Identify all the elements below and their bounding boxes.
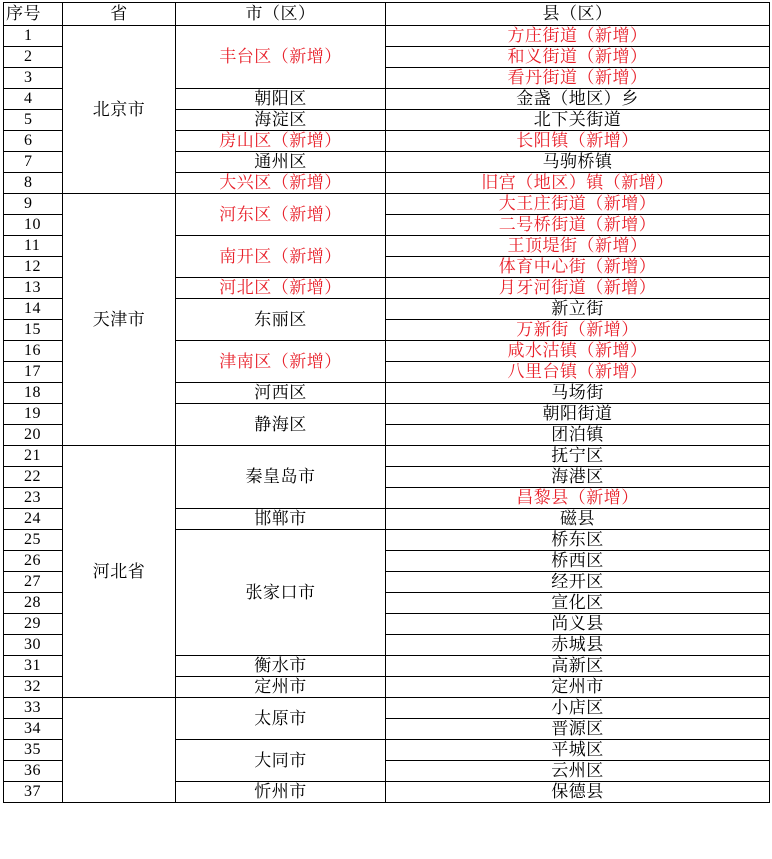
county-cell: 北下关街道 — [386, 110, 770, 131]
county-cell: 八里台镇（新增） — [386, 362, 770, 383]
row-number: 10 — [4, 215, 63, 236]
city-cell: 河北区（新增） — [176, 278, 386, 299]
city-cell: 邯郸市 — [176, 509, 386, 530]
header-city: 市（区） — [176, 3, 386, 26]
county-cell: 赤城县 — [386, 635, 770, 656]
header-row — [4, 3, 770, 26]
county-cell: 月牙河街道（新增） — [386, 278, 770, 299]
row-number: 31 — [4, 656, 63, 677]
county-cell: 马驹桥镇 — [386, 152, 770, 173]
city-cell: 津南区（新增） — [176, 341, 386, 383]
row-number: 16 — [4, 341, 63, 362]
county-cell: 桥西区 — [386, 551, 770, 572]
header-county: 县（区） — [386, 3, 770, 26]
city-cell: 张家口市 — [176, 530, 386, 656]
table-row — [4, 446, 770, 467]
row-number: 30 — [4, 635, 63, 656]
province-cell — [63, 698, 176, 803]
row-number: 8 — [4, 173, 63, 194]
city-cell: 大同市 — [176, 740, 386, 782]
city-cell: 东丽区 — [176, 299, 386, 341]
row-number: 34 — [4, 719, 63, 740]
county-cell: 团泊镇 — [386, 425, 770, 446]
county-cell: 体育中心街（新增） — [386, 257, 770, 278]
row-number: 9 — [4, 194, 63, 215]
county-cell: 抚宁区 — [386, 446, 770, 467]
table-row — [4, 194, 770, 215]
county-cell: 定州市 — [386, 677, 770, 698]
row-number: 13 — [4, 278, 63, 299]
row-number: 23 — [4, 488, 63, 509]
county-cell: 昌黎县（新增） — [386, 488, 770, 509]
county-cell: 保德县 — [386, 782, 770, 803]
county-cell: 看丹街道（新增） — [386, 68, 770, 89]
row-number: 6 — [4, 131, 63, 152]
county-cell: 二号桥街道（新增） — [386, 215, 770, 236]
row-number: 3 — [4, 68, 63, 89]
county-cell: 咸水沽镇（新增） — [386, 341, 770, 362]
table-row — [4, 26, 770, 47]
row-number: 17 — [4, 362, 63, 383]
row-number: 4 — [4, 89, 63, 110]
county-cell: 宣化区 — [386, 593, 770, 614]
county-cell: 尚义县 — [386, 614, 770, 635]
row-number: 32 — [4, 677, 63, 698]
city-cell: 丰台区（新增） — [176, 26, 386, 89]
row-number: 15 — [4, 320, 63, 341]
row-number: 1 — [4, 26, 63, 47]
row-number: 37 — [4, 782, 63, 803]
row-number: 20 — [4, 425, 63, 446]
county-cell: 晋源区 — [386, 719, 770, 740]
row-number: 2 — [4, 47, 63, 68]
city-cell: 太原市 — [176, 698, 386, 740]
row-number: 21 — [4, 446, 63, 467]
county-cell: 高新区 — [386, 656, 770, 677]
county-cell: 长阳镇（新增） — [386, 131, 770, 152]
city-cell: 河东区（新增） — [176, 194, 386, 236]
county-table — [3, 2, 770, 803]
province-cell: 北京市 — [63, 26, 176, 194]
county-cell: 万新街（新增） — [386, 320, 770, 341]
city-cell: 房山区（新增） — [176, 131, 386, 152]
province-cell: 天津市 — [63, 194, 176, 446]
city-cell: 朝阳区 — [176, 89, 386, 110]
row-number: 25 — [4, 530, 63, 551]
county-cell: 金盏（地区）乡 — [386, 89, 770, 110]
county-cell: 朝阳街道 — [386, 404, 770, 425]
county-cell: 磁县 — [386, 509, 770, 530]
row-number: 28 — [4, 593, 63, 614]
county-cell: 旧宫（地区）镇（新增） — [386, 173, 770, 194]
header-seq: 序号 — [4, 3, 63, 26]
county-cell: 方庄街道（新增） — [386, 26, 770, 47]
city-cell: 忻州市 — [176, 782, 386, 803]
row-number: 7 — [4, 152, 63, 173]
county-cell: 海港区 — [386, 467, 770, 488]
row-number: 35 — [4, 740, 63, 761]
county-cell: 大王庄街道（新增） — [386, 194, 770, 215]
row-number: 11 — [4, 236, 63, 257]
city-cell: 通州区 — [176, 152, 386, 173]
county-cell: 王顶堤街（新增） — [386, 236, 770, 257]
city-cell: 南开区（新增） — [176, 236, 386, 278]
table-row — [4, 698, 770, 719]
row-number: 36 — [4, 761, 63, 782]
county-list-sheet — [3, 2, 769, 858]
county-cell: 小店区 — [386, 698, 770, 719]
row-number: 5 — [4, 110, 63, 131]
row-number: 24 — [4, 509, 63, 530]
city-cell: 定州市 — [176, 677, 386, 698]
county-cell: 经开区 — [386, 572, 770, 593]
province-cell: 河北省 — [63, 446, 176, 698]
row-number: 18 — [4, 383, 63, 404]
county-cell: 新立街 — [386, 299, 770, 320]
county-cell: 云州区 — [386, 761, 770, 782]
table-body — [4, 3, 770, 803]
row-number: 33 — [4, 698, 63, 719]
city-cell: 静海区 — [176, 404, 386, 446]
row-number: 22 — [4, 467, 63, 488]
row-number: 27 — [4, 572, 63, 593]
row-number: 12 — [4, 257, 63, 278]
city-cell: 衡水市 — [176, 656, 386, 677]
city-cell: 海淀区 — [176, 110, 386, 131]
city-cell: 秦皇岛市 — [176, 446, 386, 509]
city-cell: 大兴区（新增） — [176, 173, 386, 194]
city-cell: 河西区 — [176, 383, 386, 404]
county-cell: 和义街道（新增） — [386, 47, 770, 68]
county-cell: 平城区 — [386, 740, 770, 761]
county-cell: 桥东区 — [386, 530, 770, 551]
header-province: 省 — [63, 3, 176, 26]
county-cell: 马场街 — [386, 383, 770, 404]
row-number: 26 — [4, 551, 63, 572]
row-number: 19 — [4, 404, 63, 425]
row-number: 29 — [4, 614, 63, 635]
row-number: 14 — [4, 299, 63, 320]
